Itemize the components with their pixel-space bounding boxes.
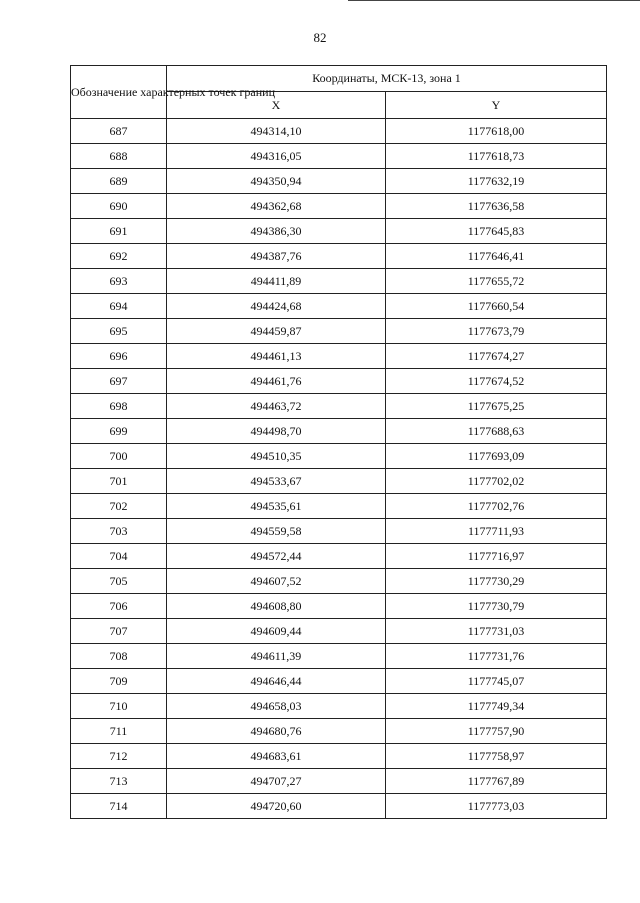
cell-point: 690: [71, 194, 167, 219]
cell-point: 713: [71, 769, 167, 794]
table-row: [71, 194, 607, 219]
cell-point: 694: [71, 294, 167, 319]
table-row: [71, 444, 607, 469]
cell-x: 494461,13: [167, 344, 386, 369]
table-row: [71, 669, 607, 694]
cell-y: 1177674,52: [386, 369, 607, 394]
cell-point: 709: [71, 669, 167, 694]
cell-x: 494533,67: [167, 469, 386, 494]
cell-point: 698: [71, 394, 167, 419]
cell-x: 494680,76: [167, 719, 386, 744]
cell-y: 1177618,73: [386, 144, 607, 169]
table-row: [71, 294, 607, 319]
cell-point: 704: [71, 544, 167, 569]
cell-point: 697: [71, 369, 167, 394]
cell-x: 494459,87: [167, 319, 386, 344]
table-row: [71, 719, 607, 744]
cell-x: 494720,60: [167, 794, 386, 819]
column-header-x: X: [167, 92, 386, 119]
cell-y: 1177758,97: [386, 744, 607, 769]
cell-point: 688: [71, 144, 167, 169]
table-row: [71, 419, 607, 444]
cell-point: 701: [71, 469, 167, 494]
cell-y: 1177646,41: [386, 244, 607, 269]
table-row: [71, 594, 607, 619]
cell-y: 1177773,03: [386, 794, 607, 819]
cell-x: 494658,03: [167, 694, 386, 719]
cell-point: 689: [71, 169, 167, 194]
cell-y: 1177702,76: [386, 494, 607, 519]
column-header-coordinates: Координаты, МСК-13, зона 1: [167, 66, 607, 92]
coordinates-table: [70, 65, 607, 819]
table-row: [71, 519, 607, 544]
cell-x: 494609,44: [167, 619, 386, 644]
cell-point: 711: [71, 719, 167, 744]
cell-y: 1177674,27: [386, 344, 607, 369]
cell-point: 712: [71, 744, 167, 769]
column-header-y: Y: [386, 92, 607, 119]
table-row: [71, 744, 607, 769]
cell-point: 705: [71, 569, 167, 594]
cell-x: 494314,10: [167, 119, 386, 144]
cell-x: 494683,61: [167, 744, 386, 769]
cell-y: 1177660,54: [386, 294, 607, 319]
table-row: [71, 344, 607, 369]
cell-point: 710: [71, 694, 167, 719]
cell-x: 494510,35: [167, 444, 386, 469]
cell-point: 714: [71, 794, 167, 819]
cell-x: 494387,76: [167, 244, 386, 269]
cell-y: 1177673,79: [386, 319, 607, 344]
cell-y: 1177702,02: [386, 469, 607, 494]
table-row: [71, 119, 607, 144]
cell-point: 706: [71, 594, 167, 619]
table-row: [71, 644, 607, 669]
cell-y: 1177730,79: [386, 594, 607, 619]
cell-x: 494362,68: [167, 194, 386, 219]
cell-y: 1177730,29: [386, 569, 607, 594]
table-row: [71, 244, 607, 269]
table-header: [71, 66, 607, 119]
table-row: [71, 769, 607, 794]
cell-point: 692: [71, 244, 167, 269]
cell-x: 494350,94: [167, 169, 386, 194]
table-row: [71, 394, 607, 419]
table-row: [71, 144, 607, 169]
cell-x: 494611,39: [167, 644, 386, 669]
cell-point: 708: [71, 644, 167, 669]
cell-x: 494461,76: [167, 369, 386, 394]
cell-y: 1177688,63: [386, 419, 607, 444]
cell-x: 494707,27: [167, 769, 386, 794]
cell-x: 494424,68: [167, 294, 386, 319]
table-row: [71, 469, 607, 494]
cell-point: 703: [71, 519, 167, 544]
column-header-point: Обозначение характерных точек границ: [71, 66, 167, 119]
cell-y: 1177618,00: [386, 119, 607, 144]
table-row: [71, 794, 607, 819]
cell-point: 702: [71, 494, 167, 519]
cell-point: 700: [71, 444, 167, 469]
cell-y: 1177731,03: [386, 619, 607, 644]
page-number: 82: [313, 30, 327, 45]
table-row: [71, 219, 607, 244]
table-row: [71, 269, 607, 294]
table-row: [71, 319, 607, 344]
cell-point: 691: [71, 219, 167, 244]
cell-point: 699: [71, 419, 167, 444]
table-row: [71, 694, 607, 719]
cell-x: 494498,70: [167, 419, 386, 444]
cell-y: 1177675,25: [386, 394, 607, 419]
table-row: [71, 544, 607, 569]
cell-y: 1177655,72: [386, 269, 607, 294]
cell-y: 1177716,97: [386, 544, 607, 569]
cell-y: 1177757,90: [386, 719, 607, 744]
cell-point: 707: [71, 619, 167, 644]
cell-x: 494608,80: [167, 594, 386, 619]
cell-x: 494386,30: [167, 219, 386, 244]
cell-x: 494572,44: [167, 544, 386, 569]
cell-x: 494646,44: [167, 669, 386, 694]
cell-x: 494607,52: [167, 569, 386, 594]
cell-y: 1177645,83: [386, 219, 607, 244]
cell-x: 494463,72: [167, 394, 386, 419]
table-row: [71, 494, 607, 519]
cell-y: 1177749,34: [386, 694, 607, 719]
cell-point: 695: [71, 319, 167, 344]
cell-x: 494411,89: [167, 269, 386, 294]
cell-y: 1177767,89: [386, 769, 607, 794]
table-row: [71, 369, 607, 394]
cell-point: 696: [71, 344, 167, 369]
cell-y: 1177731,76: [386, 644, 607, 669]
table-row: [71, 619, 607, 644]
table-body: [71, 119, 607, 819]
cell-point: 693: [71, 269, 167, 294]
table-row: [71, 569, 607, 594]
top-edge-rule: [348, 0, 640, 1]
cell-y: 1177693,09: [386, 444, 607, 469]
cell-x: 494535,61: [167, 494, 386, 519]
cell-y: 1177632,19: [386, 169, 607, 194]
cell-point: 687: [71, 119, 167, 144]
cell-y: 1177636,58: [386, 194, 607, 219]
table-row: [71, 169, 607, 194]
cell-x: 494316,05: [167, 144, 386, 169]
cell-x: 494559,58: [167, 519, 386, 544]
cell-y: 1177711,93: [386, 519, 607, 544]
cell-y: 1177745,07: [386, 669, 607, 694]
